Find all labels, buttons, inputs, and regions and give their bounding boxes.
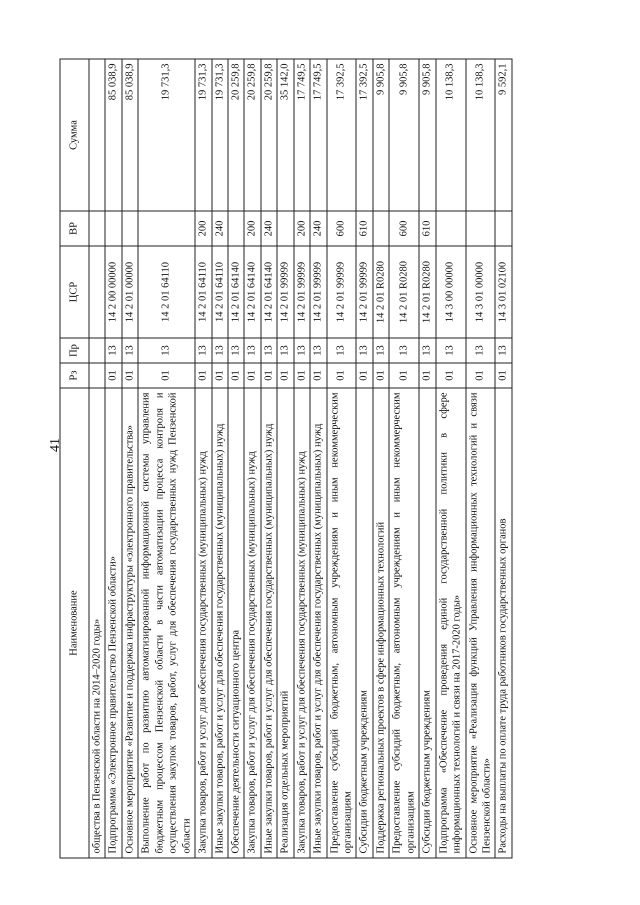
cell-csr: 14 2 01 99999 [326,246,356,338]
table-row [326,59,356,858]
table-row [419,59,435,858]
table-row [293,59,309,858]
table-row [138,59,195,858]
cell-rz: 01 [195,363,211,388]
header-name: Наименование [60,388,89,858]
table-row [356,59,372,858]
cell-csr: 14 2 01 00000 [121,246,137,338]
cell-csr: 14 2 00 00000 [105,246,121,338]
cell-pr: 13 [389,338,419,363]
cell-name: Предоставление субсидий бюджетным, автономным учреждениям и иным некоммерческим организациям [326,388,356,858]
cell-sum: 85 038,9 [105,59,121,211]
cell-name: Иные закупки товаров, работ и услуг для обеспечения государственных (муниципальных) нужд [260,388,276,858]
table-row [260,59,276,858]
cell-vr: 600 [326,211,356,246]
cell-csr: 14 2 01 64140 [260,246,276,338]
cell-pr: 13 [105,338,121,363]
cell-csr: 14 2 01 99999 [310,246,326,338]
cell-pr [89,338,105,363]
table-row [244,59,260,858]
cell-pr: 13 [211,338,227,363]
cell-name: Реализация отдельных мероприятий [277,388,293,858]
cell-rz: 01 [260,363,276,388]
cell-name: Закупка товаров, работ и услуг для обеспечения государственных (муниципальных) нужд [293,388,309,858]
header-sum: Сумма [60,59,89,211]
cell-pr: 13 [495,338,511,363]
table-header-row [60,59,89,858]
cell-csr: 14 2 01 64140 [227,246,243,338]
table-row [465,59,495,858]
cell-rz [89,363,105,388]
cell-csr: 14 2 01 64110 [138,246,195,338]
cell-vr [89,211,105,246]
table-row [372,59,388,858]
cell-name: Основное мероприятие «Реализация функций Управления информационных технологий и связи Пензенской области» [465,388,495,858]
cell-vr: 200 [293,211,309,246]
cell-vr [121,211,137,246]
cell-name: Субсидии бюджетным учреждениям [419,388,435,858]
cell-rz: 01 [211,363,227,388]
cell-sum: 20 259,8 [227,59,243,211]
cell-sum: 17 749,5 [293,59,309,211]
cell-rz: 01 [310,363,326,388]
cell-rz: 01 [105,363,121,388]
cell-rz: 01 [372,363,388,388]
cell-csr: 14 2 01 99999 [293,246,309,338]
cell-csr: 14 2 01 64140 [244,246,260,338]
cell-pr: 13 [326,338,356,363]
header-csr: ЦСР [60,246,89,338]
cell-pr: 13 [121,338,137,363]
cell-vr: 610 [356,211,372,246]
cell-sum: 85 038,9 [121,59,137,211]
cell-rz: 01 [356,363,372,388]
table-row [211,59,227,858]
cell-pr: 13 [310,338,326,363]
cell-csr: 14 2 01 99999 [356,246,372,338]
cell-csr: 14 2 01 R0280 [389,246,419,338]
cell-vr [138,211,195,246]
cell-name: Подпрограмма «Обеспечение проведения единой государственной политики в сфере информационных технологий и связи на 2017-2020 годы» [435,388,465,858]
cell-sum: 17 392,5 [326,59,356,211]
cell-name: Иные закупки товаров, работ и услуг для обеспечения государственных (муниципальных) нужд [310,388,326,858]
cell-pr: 13 [293,338,309,363]
cell-sum: 19 731,3 [195,59,211,211]
cell-name: Основное мероприятие «Развитие и поддержка инфраструктуры «электронного правительства» [121,388,137,858]
cell-pr: 13 [260,338,276,363]
table-row [105,59,121,858]
cell-csr: 14 3 00 00000 [435,246,465,338]
cell-vr [105,211,121,246]
cell-vr: 200 [195,211,211,246]
cell-sum [89,59,105,211]
cell-rz: 01 [495,363,511,388]
cell-pr: 13 [244,338,260,363]
cell-csr: 14 3 01 00000 [465,246,495,338]
cell-csr: 14 2 01 R0280 [419,246,435,338]
table-row [389,59,419,858]
cell-pr: 13 [419,338,435,363]
cell-vr: 610 [419,211,435,246]
table-row [277,59,293,858]
cell-sum: 20 259,8 [244,59,260,211]
table-row [121,59,137,858]
cell-csr: 14 2 01 R0280 [372,246,388,338]
cell-rz: 01 [293,363,309,388]
cell-sum: 20 259,8 [260,59,276,211]
cell-name: Поддержка региональных проектов в сфере информационных технологий [372,388,388,858]
cell-vr [227,211,243,246]
cell-rz: 01 [419,363,435,388]
header-pr: Пр [60,338,89,363]
rotated-table-container [59,59,581,858]
cell-csr: 14 3 01 02100 [495,246,511,338]
cell-pr: 13 [435,338,465,363]
cell-name: Подпрограмма «Электронное правительство Пензенской области» [105,388,121,858]
page-number: 41 [48,438,63,452]
cell-vr [372,211,388,246]
cell-csr: 14 2 01 64110 [195,246,211,338]
cell-name: Расходы на выплаты по оплате труда работников государственных органов [495,388,511,858]
cell-sum: 9 905,8 [372,59,388,211]
table-row [495,59,511,858]
header-rz: Рз [60,363,89,388]
cell-sum: 10 138,3 [465,59,495,211]
cell-pr: 13 [277,338,293,363]
cell-name: Предоставление субсидий бюджетным, автономным учреждениям и иным некоммерческим организациям [389,388,419,858]
cell-vr: 200 [244,211,260,246]
cell-pr: 13 [138,338,195,363]
table-row [227,59,243,858]
cell-vr [495,211,511,246]
cell-vr: 240 [260,211,276,246]
cell-name: Закупка товаров, работ и услуг для обеспечения государственных (муниципальных) нужд [244,388,260,858]
table-row [195,59,211,858]
cell-name: Обеспечение деятельности ситуационного центра [227,388,243,858]
cell-pr: 13 [227,338,243,363]
cell-rz: 01 [227,363,243,388]
cell-sum: 9 592,1 [495,59,511,211]
budget-table [59,58,512,858]
cell-sum: 19 731,3 [211,59,227,211]
cell-sum: 9 905,8 [389,59,419,211]
table-row [310,59,326,858]
cell-rz: 01 [326,363,356,388]
cell-name: Иные закупки товаров, работ и услуг для обеспечения государственных (муниципальных) нужд [211,388,227,858]
cell-csr: 14 2 01 99999 [277,246,293,338]
cell-sum: 35 142,0 [277,59,293,211]
cell-csr: 14 2 01 64110 [211,246,227,338]
cell-rz: 01 [121,363,137,388]
cell-sum: 19 731,3 [138,59,195,211]
cell-vr [435,211,465,246]
table-body [89,59,512,858]
cell-vr: 600 [389,211,419,246]
cell-pr: 13 [195,338,211,363]
cell-rz: 01 [465,363,495,388]
cell-sum: 17 392,5 [356,59,372,211]
cell-vr [277,211,293,246]
cell-rz: 01 [277,363,293,388]
table-row [435,59,465,858]
cell-name: общества в Пензенской области на 2014–2020 годы» [89,388,105,858]
cell-name: Выполнение работ по развитию автоматизированной информационной системы управления бюджетным процессом Пензенской области в части автоматизации процесса контроля и осуществления закупок товаров, работ, услуг для обеспечения государственных нужд Пензенской области [138,388,195,858]
cell-rz: 01 [435,363,465,388]
cell-rz: 01 [138,363,195,388]
cell-pr: 13 [356,338,372,363]
cell-rz: 01 [244,363,260,388]
cell-rz: 01 [389,363,419,388]
cell-csr [89,246,105,338]
header-vr: ВР [60,211,89,246]
table-row [89,59,105,858]
cell-vr [465,211,495,246]
cell-pr: 13 [465,338,495,363]
cell-vr: 240 [211,211,227,246]
cell-sum: 10 138,3 [435,59,465,211]
cell-pr: 13 [372,338,388,363]
cell-vr: 240 [310,211,326,246]
cell-sum: 9 905,8 [419,59,435,211]
cell-sum: 17 749,5 [310,59,326,211]
cell-name: Субсидии бюджетным учреждениям [356,388,372,858]
cell-name: Закупка товаров, работ и услуг для обеспечения государственных (муниципальных) нужд [195,388,211,858]
